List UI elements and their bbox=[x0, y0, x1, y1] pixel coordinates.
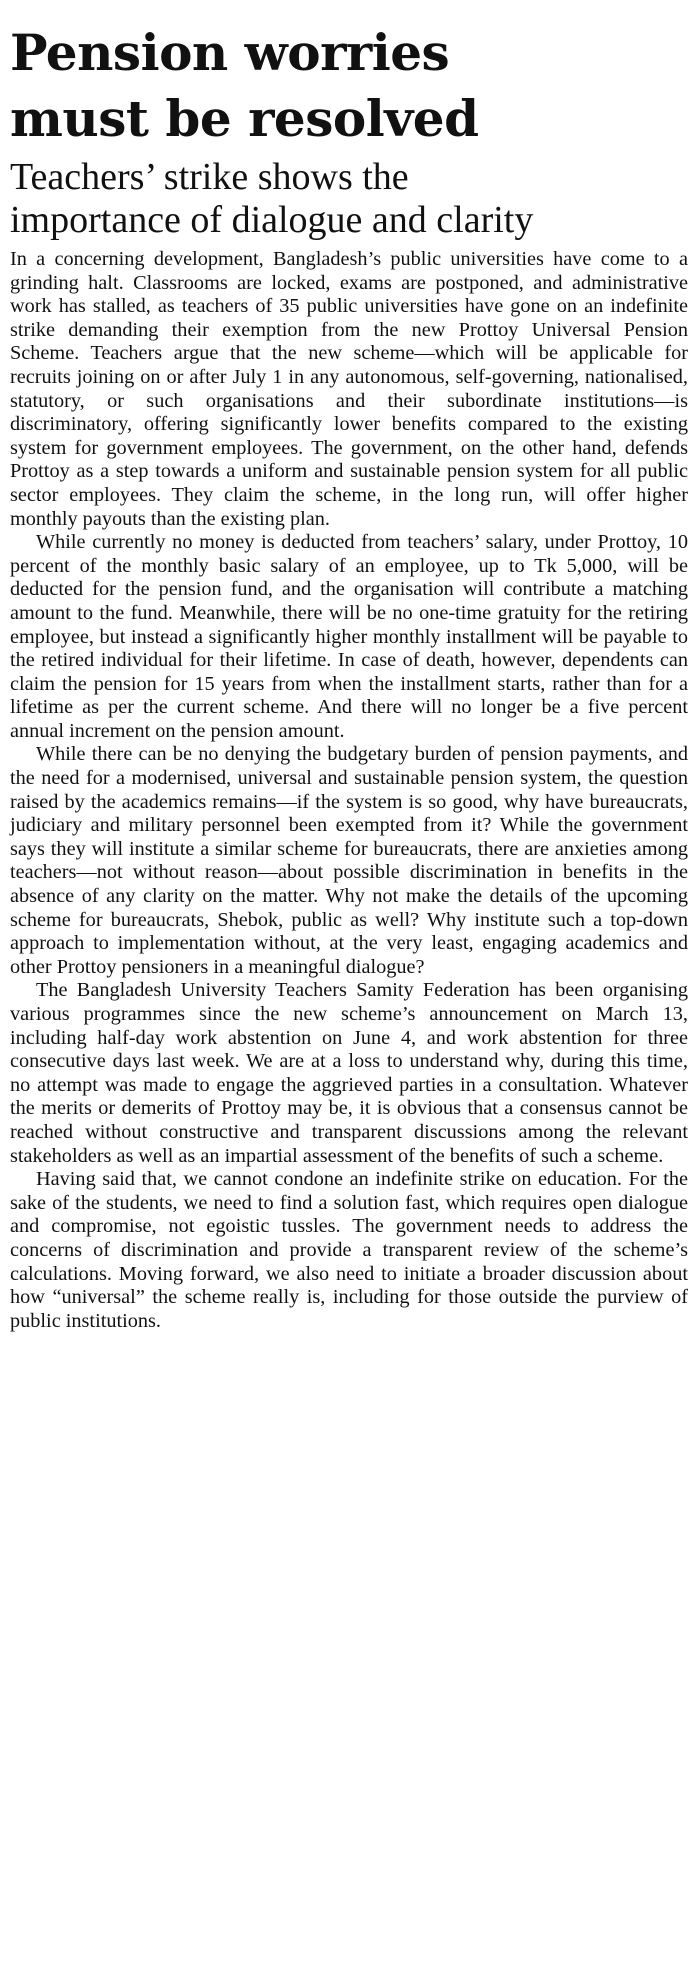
paragraph-2: While currently no money is deducted from teachers’ salary, under Prottoy, 10 percent of the monthly basic salary of an employee, up to Tk 5,000, will be deducted for the pension fund, and the organisation will contribute a matching amount to the fund. Meanwhile, there will be no one-time gratuity for the retiring employee, but instead a significantly higher monthly installment will be payable to the retired individual for their lifetime. In case of death, however, dependents can claim the pension for 15 years from when the installment starts, rather than for a lifetime as per the current scheme. And there will no longer be a five percent annual increment on the pension amount. bbox=[10, 531, 688, 742]
paragraph-4: The Bangladesh University Teachers Samity Federation has been organising various programmes since the new scheme’s announcement on March 13, including half-day work abstention on June 4, and work abstention for three consecutive days last week. We are at a loss to understand why, during this time, no attempt was made to engage the aggrieved parties in a consultation. Whatever the merits or demerits of Prottoy may be, it is obvious that a consensus cannot be reached without constructive and transparent discussions among the relevant stakeholders as well as an impartial assessment of the benefits of such a scheme. bbox=[10, 979, 688, 1167]
paragraph-3: While there can be no denying the budgetary burden of pension payments, and the need for a modernised, universal and sustainable pension system, the question raised by the academics remains—if the system is so good, why have bureaucrats, judiciary and military personnel been exempted from it? While the government says they will institute a similar scheme for bureaucrats, there are anxieties among teachers—not without reason—about possible discrimination in benefits in the absence of any clarity on the matter. Why not make the details of the upcoming scheme for bureaucrats, Shebok, public as well? Why institute such a top-down approach to implementation without, at the very least, engaging academics and other Prottoy pensioners in a meaningful dialogue? bbox=[10, 743, 688, 978]
subheadline-line-2: importance of dialogue and clarity bbox=[10, 199, 534, 241]
subheadline bbox=[10, 156, 688, 242]
paragraph-1: In a concerning development, Bangladesh’s public universities have come to a grinding halt. Classrooms are locked, exams are postponed, and administrative work has stalled, as teachers of 35 public universities have gone on an indefinite strike demanding their exemption from the new Prottoy Universal Pension Scheme. Teachers argue that the new scheme—which will be applicable for recruits joining on or after July 1 in any autonomous, self-governing, nationalised, statutory, or such organisations and their subordinate institutions—is discriminatory, offering significantly lower benefits compared to the existing system for government employees. The government, on the other hand, defends Prottoy as a step towards a uniform and sustainable pension system for all public sector employees. They claim the scheme, in the long run, will offer higher monthly payouts than the existing plan. bbox=[10, 248, 688, 530]
headline-line-1: Pension worries bbox=[10, 23, 450, 82]
subheadline-line-1: Teachers’ strike shows the bbox=[10, 156, 409, 198]
paragraph-5: Having said that, we cannot condone an indefinite strike on education. For the sake of the students, we need to find a solution fast, which requires open dialogue and compromise, not egoistic tussles. The government needs to address the concerns of discrimination and provide a transparent review of the scheme’s calculations. Moving forward, we also need to initiate a broader discussion about how “universal” the scheme really is, including for those outside the purview of public institutions. bbox=[10, 1168, 688, 1332]
headline-line-2: must be resolved bbox=[10, 89, 479, 148]
headline bbox=[10, 20, 688, 152]
article-body bbox=[10, 248, 688, 1333]
editorial-article bbox=[10, 20, 688, 1333]
